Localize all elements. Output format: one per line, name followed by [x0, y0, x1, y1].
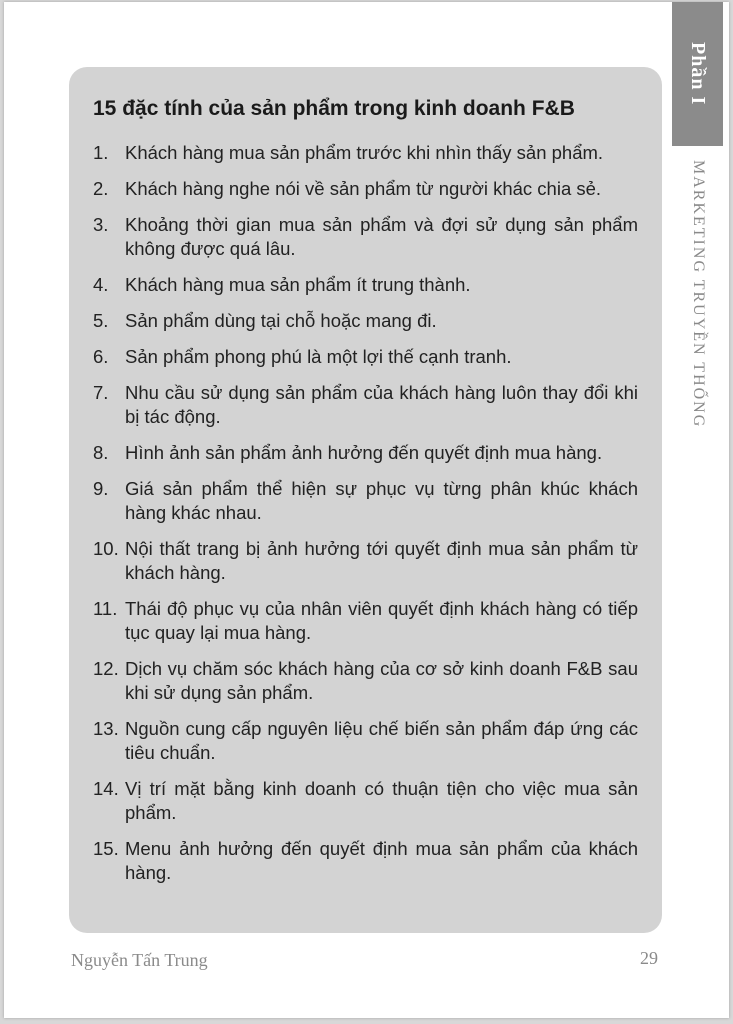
item-text: Thái độ phục vụ của nhân viên quyết định khách hàng có tiếp tục quay lại mua hàng.: [125, 598, 638, 643]
list-item: [93, 177, 638, 201]
list-item: [93, 441, 638, 465]
footer-author: Nguyễn Tấn Trung: [71, 950, 208, 970]
section-side-label-text: MARKETING TRUYỀN THỐNG: [690, 160, 707, 429]
item-number: 8.: [93, 442, 109, 463]
list-item: [93, 837, 638, 885]
item-number: 2.: [93, 178, 109, 199]
item-text: Hình ảnh sản phẩm ảnh hưởng đến quyết định mua hàng.: [125, 442, 603, 463]
list-item: [93, 537, 638, 585]
item-text: Nội thất trang bị ảnh hưởng tới quyết định mua sản phẩm từ khách hàng.: [125, 538, 638, 583]
list-item: [93, 141, 638, 165]
item-number: 13.: [93, 718, 119, 739]
section-side-label: [676, 160, 720, 460]
item-text: Khách hàng mua sản phẩm ít trung thành.: [125, 274, 471, 295]
list-item: [93, 213, 638, 261]
item-text: Khách hàng mua sản phẩm trước khi nhìn thấy sản phẩm.: [125, 142, 604, 163]
item-text: Vị trí mặt bằng kinh doanh có thuận tiện cho việc mua sản phẩm.: [125, 778, 638, 823]
item-text: Sản phẩm phong phú là một lợi thế cạnh tranh.: [125, 346, 512, 367]
item-text: Menu ảnh hưởng đến quyết định mua sản phẩm của khách hàng.: [125, 838, 638, 883]
item-number: 1.: [93, 142, 109, 163]
item-number: 11.: [93, 598, 118, 619]
item-text: Nhu cầu sử dụng sản phẩm của khách hàng luôn thay đổi khi bị tác động.: [125, 382, 638, 427]
item-text: Dịch vụ chăm sóc khách hàng của cơ sở kinh doanh F&B sau khi sử dụng sản phẩm.: [125, 658, 638, 703]
item-number: 3.: [93, 214, 109, 235]
list-item: [93, 381, 638, 429]
list-item: [93, 477, 638, 525]
characteristics-list: [93, 141, 638, 897]
list-item: [93, 657, 638, 705]
part-tab-label: Phần I: [687, 42, 709, 106]
item-number: 9.: [93, 478, 109, 499]
item-number: 12.: [93, 658, 119, 679]
item-number: 7.: [93, 382, 109, 403]
content-box: [69, 67, 662, 933]
item-text: Giá sản phẩm thể hiện sự phục vụ từng phân khúc khách hàng khác nhau.: [125, 478, 638, 523]
list-item: [93, 597, 638, 645]
list-item: [93, 345, 638, 369]
box-title: 15 đặc tính của sản phẩm trong kinh doanh F&B: [93, 97, 575, 120]
part-tab: [672, 2, 723, 146]
item-text: Khách hàng nghe nói về sản phẩm từ người khác chia sẻ.: [125, 178, 602, 199]
item-number: 10.: [93, 538, 119, 559]
list-item: [93, 777, 638, 825]
item-number: 6.: [93, 346, 109, 367]
item-text: Sản phẩm dùng tại chỗ hoặc mang đi.: [125, 310, 437, 331]
item-text: Khoảng thời gian mua sản phẩm và đợi sử dụng sản phẩm không được quá lâu.: [125, 214, 638, 259]
page-number: 29: [640, 948, 658, 968]
item-number: 15.: [93, 838, 119, 859]
item-number: 4.: [93, 274, 109, 295]
item-number: 5.: [93, 310, 109, 331]
item-number: 14.: [93, 778, 119, 799]
list-item: [93, 309, 638, 333]
item-text: Nguồn cung cấp nguyên liệu chế biến sản phẩm đáp ứng các tiêu chuẩn.: [125, 718, 638, 763]
list-item: [93, 717, 638, 765]
list-item: [93, 273, 638, 297]
